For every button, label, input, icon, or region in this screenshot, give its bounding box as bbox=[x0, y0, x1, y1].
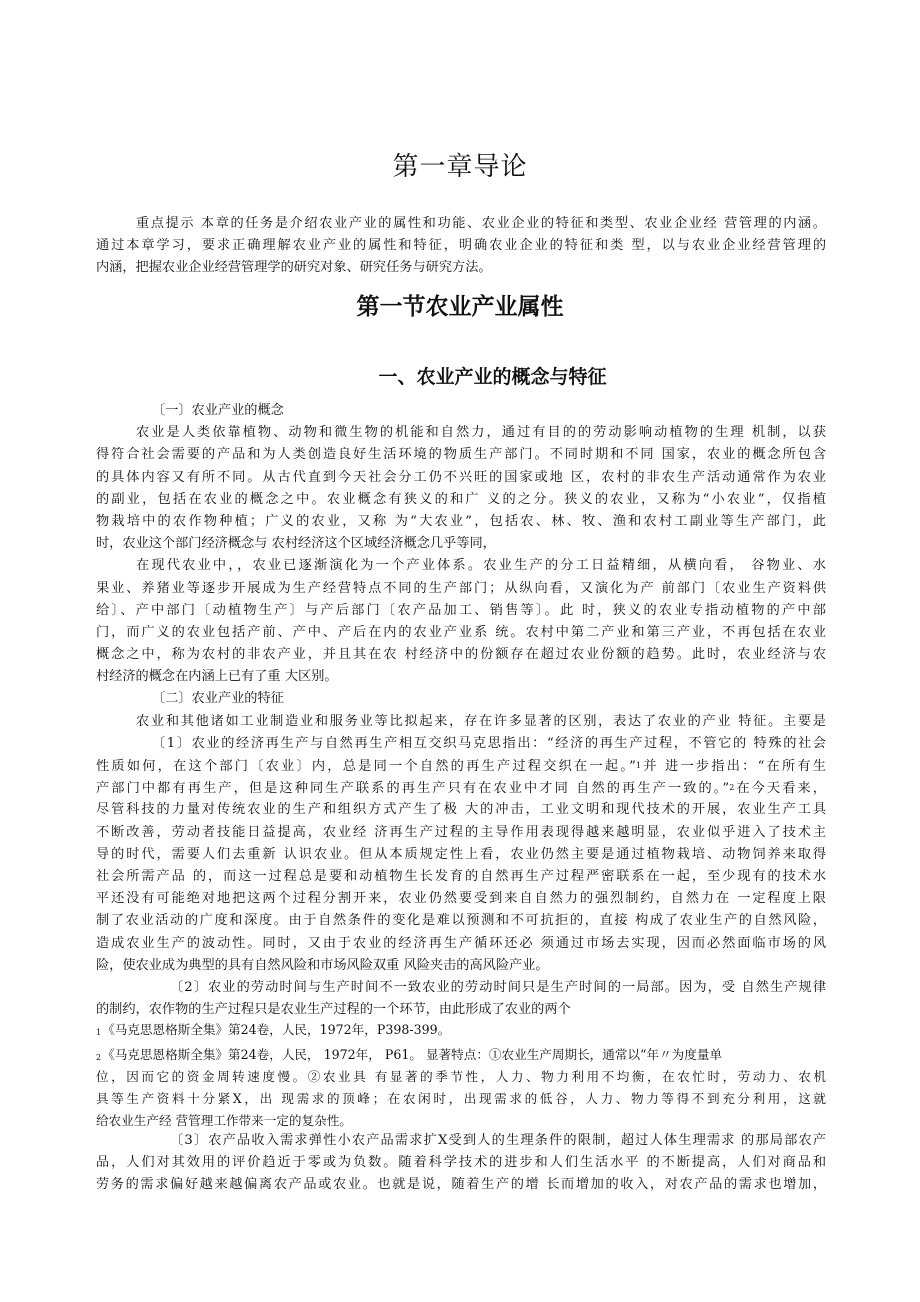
paragraph-concept bbox=[96, 422, 826, 555]
text-span: 并 进一步指出：“在所有生 bbox=[640, 759, 826, 774]
text-line: 〔2〕农业的劳动时间与生产时间不一致农业的劳动时间只是生产时间的一局部。因为，受 自然生产规律 bbox=[170, 979, 826, 995]
text-line: 制了农业活动的广度和深度。由于自然条件的变化是难以预测和不可抗拒的，直接 构成了农业生产的自然风险， bbox=[96, 913, 826, 929]
text-line: 概念之中，称为农村的非农产业，并且其在农 村经济中的份额存在超过农业份额的趋势。此时，农业经济与农 bbox=[96, 647, 826, 663]
footnote-number: 1 bbox=[96, 1028, 102, 1037]
paragraph-reproduction bbox=[96, 733, 826, 977]
footnote-line bbox=[96, 1044, 826, 1066]
footnote-ref-2[interactable]: 2 bbox=[729, 783, 735, 793]
text-line: 在现代农业中，，农业已逐渐演化为一个产业体系。农业生产的分工日益精细，从横向看， 谷物业、水 bbox=[136, 558, 826, 574]
text-line bbox=[96, 755, 826, 777]
text-line: 尽管科技的力量对传统农业的生产和组织方式产生了极 大的冲击，工业文明和现代技术的开展，农业生产工具 bbox=[96, 802, 826, 818]
footnote-line: 位，因而它的资金周转速度慢。②农业具 有显著的季节性，人力、物力利用不均衡，在农忙时，劳动力、农机 bbox=[96, 1069, 826, 1084]
text-line: 物栽培中的农作物种植；广义的农业，又称 为“大农业”，包括农、林、牧、渔和农村工副业等生产部门，此 bbox=[96, 513, 826, 529]
chapter-title: 第一章导论 bbox=[392, 152, 528, 182]
text-line: 导的时代，需要人们去重新 认识农业。但从本质规定性上看，农业仍然主要是通过植物栽培、动物饲养来取得 bbox=[96, 846, 826, 862]
paragraph-labor-time bbox=[96, 977, 826, 1021]
body-text bbox=[96, 400, 826, 1021]
text-line: 的制约，农作物的生产过程只是农业生产过程的一个环节，由此形成了农业的两个 bbox=[96, 1002, 571, 1018]
text-line: 社会所需产品 的，而这一过程总是要和动植物生长发育的自然再生产过程严密联系在一起，至少现有的技术水 bbox=[96, 868, 826, 884]
text-line: 的具体内容又有所不同。从古代直到今天社会分工仍不兴旺的国家或地 区，农村的非农生产活动通常作为农业 bbox=[96, 469, 826, 485]
text-line: 时，农业这个部门经济概念与 农村经济这个区域经济概念几乎等同， bbox=[96, 536, 496, 552]
footnote-1 bbox=[96, 1019, 826, 1041]
footnotes bbox=[96, 1019, 826, 1132]
paragraph-demand-elasticity bbox=[96, 1130, 826, 1197]
text-line: 果业、养猪业等逐步开展成为生产经营特点不同的生产部门；从纵向看，又演化为产 前部门〔农业生产资料供 bbox=[96, 580, 826, 596]
footnote-line: 具等生产资料十分紧X，出 现需求的顶峰；在农闲时，出现需求的低谷，人力、物力等得不到充分利用，这就 bbox=[96, 1091, 826, 1106]
footnote-line: 给农业生产经 营管理工作带来一定的复杂性。 bbox=[96, 1113, 352, 1128]
heading-concept: 〔一〕农业产业的概念 bbox=[152, 403, 284, 418]
text-line: 〔1〕农业的经济再生产与自然再生产相互交织马克思指出：“经济的再生产过程，不管它的 特殊的社会 bbox=[152, 735, 826, 751]
text-line: 险，使农业成为典型的具有自然风险和市场风险双重 风险夹击的高风险产业。 bbox=[96, 957, 549, 973]
text-line: 不断改善，劳动者技能日益提高，农业经 济再生产过程的主导作用表现得越来越明显，农业似乎进入了技术主 bbox=[96, 824, 826, 840]
heading-features: 〔二〕农业产业的特征 bbox=[152, 691, 284, 707]
section-title: 第一节农业产业属性 bbox=[356, 294, 564, 320]
text-line: 内涵，把握农业企业经营管理学的研究对象、研究任务与研究方法。 bbox=[96, 260, 492, 276]
text-line: 重点提示 本章的任务是介绍农业产业的属性和功能、农业企业的特征和类型、农业企业经 营管理的内涵。 bbox=[136, 216, 826, 231]
text-line: 村经济的概念在内涵上已有了重 大区别。 bbox=[96, 669, 338, 685]
text-line: 通过本章学习，要求正确理解农业产业的属性和特征，明确农业企业的特征和类 型，以与农业企业经营管理的 bbox=[96, 238, 826, 254]
text-line: 造成农业生产的波动性。同时，又由于农业的经济再生产循环还必 须通过市场去实现，因而必然面临市场的风 bbox=[96, 935, 826, 951]
text-line: 得符合社会需要的产品和为人类创造良好生活环境的物质生产部门。不同时期和不同 国家，农业的概念所包含 bbox=[96, 447, 826, 463]
footnote-number: 2 bbox=[96, 1053, 102, 1062]
footnote-2 bbox=[96, 1044, 826, 1132]
key-points-paragraph bbox=[96, 213, 826, 280]
text-line: 劳务的需求偏好越来越偏离农产品或农业。也就是说，随着生产的增 长而增加的收入，对农产品的需求也增加， bbox=[96, 1177, 826, 1193]
text-line bbox=[96, 777, 826, 799]
footnote-text: 《马克思恩格斯全集》第24卷，人民，1972年，P398-399。 bbox=[102, 1022, 451, 1037]
text-line: 农业是人类依靠植物、动物和微生物的机能和自然力，通过有目的的劳动影响动植物的生理 机制，以获 bbox=[136, 425, 826, 441]
paragraph-features-intro: 农业和其他诸如工业制造业和服务业等比拟起来，存在许多显著的区别，表达了农业的产业 特征。主要是 bbox=[136, 713, 826, 729]
text-span: 在今天看来， bbox=[734, 781, 826, 797]
footnote-text: 《马克思恩格斯全集》第24卷，人民， 1972年， P61。 显著特点：①农业生产周期长，通常以“年〃为度量单 bbox=[102, 1047, 723, 1062]
text-line: 门，而广义的农业包括产前、产中、产后在内的农业产业系 统。农村中第二产业和第三产业，不再包括在农业 bbox=[96, 624, 826, 640]
text-line: 品，人们对其效用的评价趋近于零或为负数。随着科学技术的进步和人们生活水平 的不断提高，人们对商品和 bbox=[96, 1155, 826, 1171]
footnote-ref-1[interactable]: 1 bbox=[635, 761, 641, 770]
text-span: 产部门中都有再生产，但是这种同生产联系的再生产只有在农业中才同 自然的再生产一致的。” bbox=[96, 781, 730, 797]
subsection-title: 一、农业产业的概念与特征 bbox=[378, 366, 607, 388]
text-line: 平还没有可能绝对地把这两个过程分割开来，农业仍然要受到来自自然力的强烈制约，自然力在 一定程度上限 bbox=[96, 891, 826, 907]
text-line: 的副业，包括在农业的概念之中。农业概念有狭义的和广 义的之分。狭义的农业，又称为“小农业”，仅指植 bbox=[96, 491, 826, 507]
text-span: 性质如何，在这个部门〔农业〕内，总是同一个自然的再生产过程交织在一起。” bbox=[96, 759, 636, 774]
paragraph-modern-agriculture bbox=[96, 555, 826, 688]
text-line: 〔3〕农产品收入需求弹性小农产品需求扩X受到人的生理条件的限制，超过人体生理需求 的那局部农产 bbox=[170, 1133, 826, 1148]
text-line: 给〕、产中部门〔动植物生产〕与产后部门〔农产品加工、销售等〕。此 时，狭义的农业专指动植物的产中部 bbox=[96, 602, 826, 618]
